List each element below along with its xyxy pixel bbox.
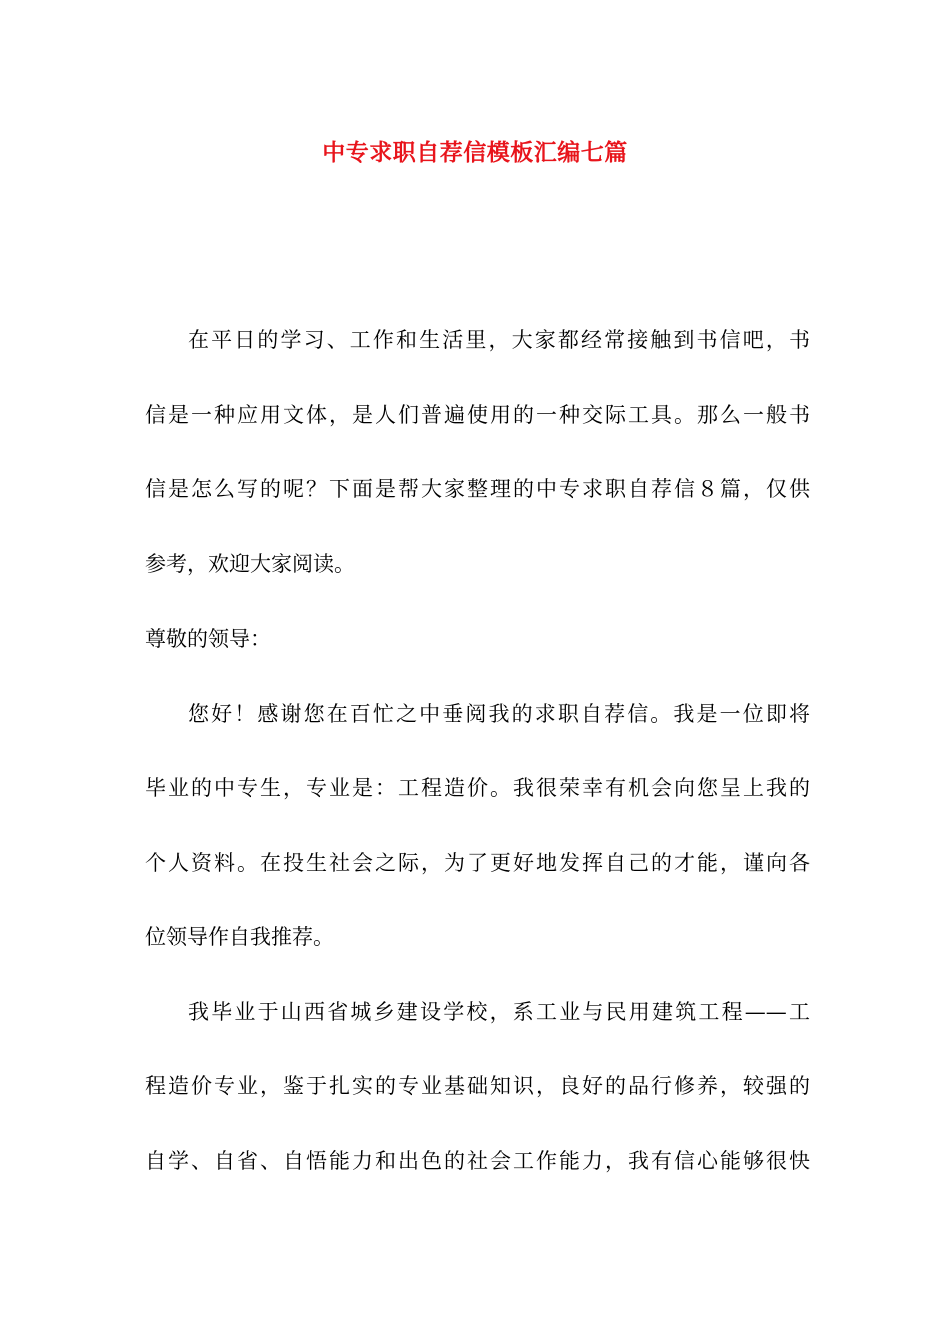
intro-line-2: 信是一种应用文体，是人们普遍使用的一种交际工具。那么一般书 [145, 403, 810, 427]
intro-line-3: 信是怎么写的呢？下面是帮大家整理的中专求职自荐信８篇，仅供 [145, 477, 810, 501]
intro-line-4: 参考，欢迎大家阅读。 [145, 552, 355, 576]
body-line-7: 自学、自省、自悟能力和出色的社会工作能力，我有信心能够很快 [145, 1149, 810, 1173]
intro-line-1: 在平日的学习、工作和生活里，大家都经常接触到书信吧，书 [188, 328, 810, 352]
body-line-1: 您好！感谢您在百忙之中垂阅我的求职自荐信。我是一位即将 [188, 702, 810, 726]
salutation: 尊敬的领导： [145, 627, 271, 651]
document-title: 中专求职自荐信模板汇编七篇 [322, 139, 628, 166]
body-line-2: 毕业的中专生，专业是：工程造价。我很荣幸有机会向您呈上我的 [145, 776, 810, 800]
body-line-4: 位领导作自我推荐。 [145, 925, 334, 949]
body-line-5: 我毕业于山西省城乡建设学校，系工业与民用建筑工程——工 [188, 1000, 810, 1024]
body-line-3: 个人资料。在投生社会之际，为了更好地发挥自己的才能，谨向各 [145, 851, 810, 875]
body-line-6: 程造价专业，鉴于扎实的专业基础知识，良好的品行修养，较强的 [145, 1074, 810, 1098]
